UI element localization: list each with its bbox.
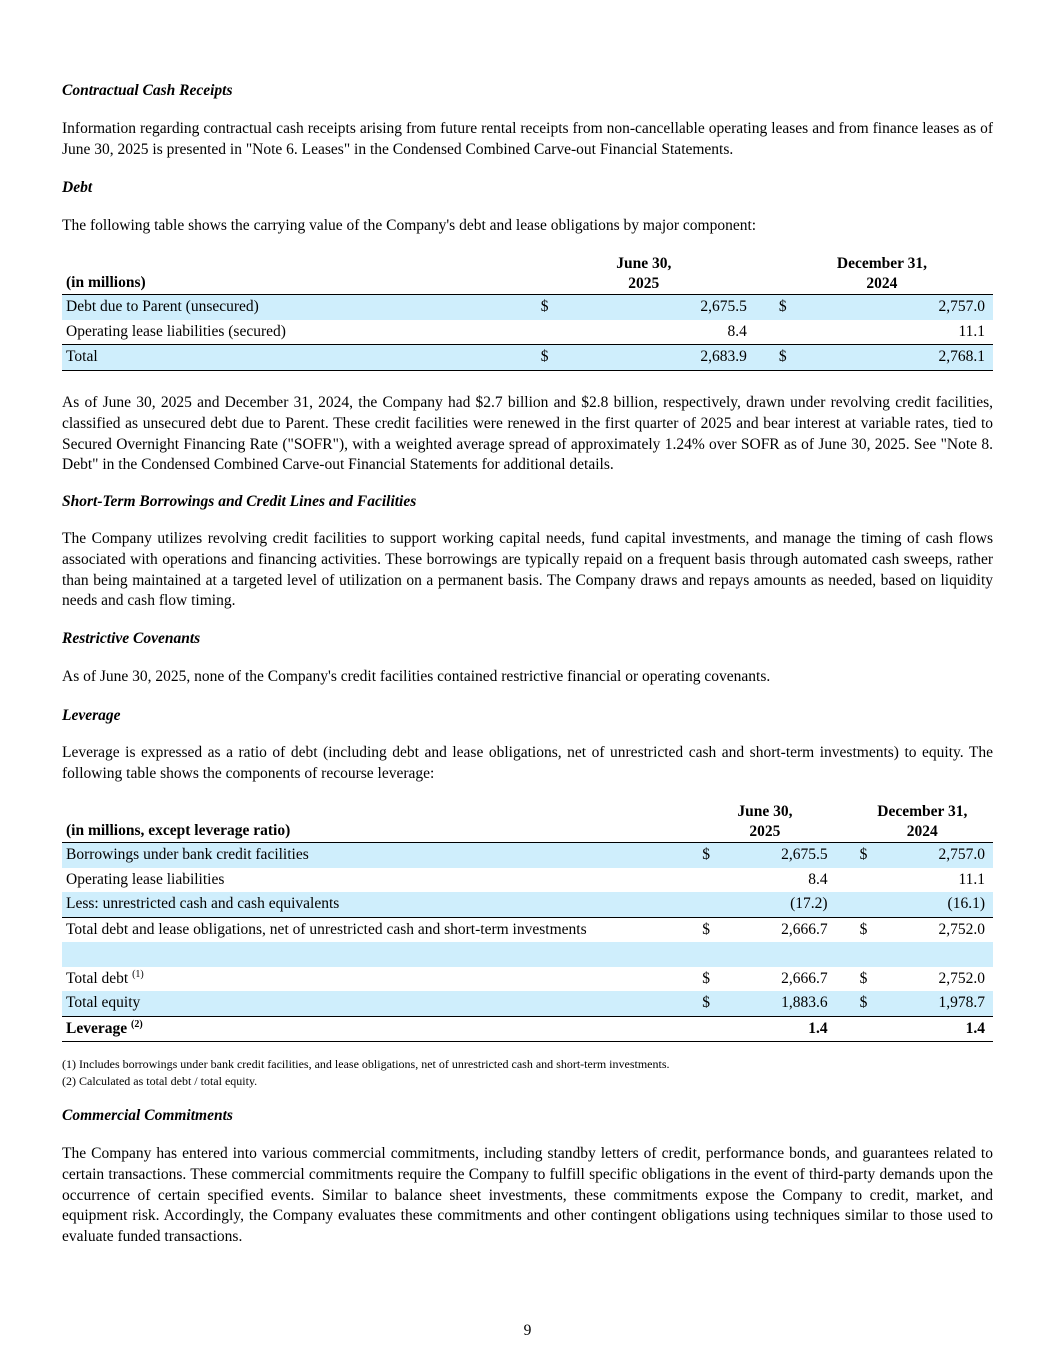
value-dec-2024: (16.1) (878, 892, 985, 917)
value-dec-2024: 2,768.1 (797, 345, 985, 371)
paragraph-short-term-borrowings: The Company utilizes revolving credit facilities to support working capital needs, fund capital investments, and manage the timing of cash flows associated with operations and financing activities. These borrowings are typically repaid on a frequent basis through automated cash sweeps, rather than being maintained at a targeted level of utilization on a permanent basis. The Company draws and repays amounts as needed, based on liquidity needs and cash flow timing. (62, 530, 993, 610)
table-row (62, 295, 993, 320)
currency-symbol (702, 1016, 720, 1042)
footnote-ref: (1) (132, 968, 144, 980)
heading-debt: Debt (62, 179, 93, 196)
value-dec-2024: 1,978.7 (878, 991, 985, 1016)
value-june-2025: 1,883.6 (720, 991, 827, 1016)
leverage-table-unit-label: (in millions, except leverage ratio) (62, 802, 702, 843)
value-june-2025: 2,666.7 (720, 917, 827, 942)
table-row (62, 843, 993, 868)
footnote-ref: (2) (130, 1018, 143, 1030)
col-june-line2: 2025 (749, 823, 781, 840)
table-row (62, 991, 993, 1016)
leverage-table (62, 802, 993, 1042)
col-june-line1: June 30, (737, 803, 793, 820)
value-june-2025: 2,683.9 (559, 345, 747, 371)
paragraph-contractual-cash-receipts: Information regarding contractual cash receipts arising from future rental receipts from non-cancellable operating leases and from finance leases as of June 30, 2025 is presented in "Note 6. Leases" in the Condensed Combined Carve-out Financial Statements. (62, 120, 993, 158)
table-row-subtotal (62, 917, 993, 942)
row-label: Operating lease liabilities (66, 870, 225, 888)
debt-table-col-dec-2024 (779, 254, 985, 295)
currency-symbol: $ (541, 295, 559, 320)
currency-symbol: $ (779, 345, 797, 371)
currency-symbol: $ (702, 843, 720, 868)
value-dec-2024: 2,757.0 (878, 843, 985, 868)
debt-table-header (62, 254, 993, 295)
paragraph-commercial-commitments: The Company has entered into various commercial commitments, including standby letters of credit, performance bonds, and guarantees related to certain transactions. These commercial commitments require the Company to fulfill specific obligations in the event of third-party demands upon the occurrence of certain specified events. Similar to balance sheet investments, these commitments expose the Company to credit, market, and equipment risk. Accordingly, the Company evaluates these commitments and other contingent obligations using techniques similar to those used to evaluate funded transactions. (62, 1145, 993, 1246)
currency-symbol: $ (779, 295, 797, 320)
paragraph-debt-intro: The following table shows the carrying value of the Company's debt and lease obligations by major component: (62, 217, 757, 234)
row-label (62, 1016, 702, 1042)
currency-symbol: $ (541, 345, 559, 371)
heading-leverage: Leverage (62, 707, 121, 724)
currency-symbol: $ (702, 969, 710, 987)
value-dec-2024: 2,752.0 (878, 917, 985, 942)
currency-symbol (860, 1016, 878, 1042)
paragraph-restrictive-covenants: As of June 30, 2025, none of the Company's credit facilities contained restrictive financial or operating covenants. (62, 668, 771, 685)
value-june-2025: 2,675.5 (720, 843, 827, 868)
table-row-total (62, 345, 993, 371)
col-dec-line2: 2024 (906, 823, 938, 840)
heading-restrictive-covenants: Restrictive Covenants (62, 630, 201, 647)
leverage-table-col-june-2025 (702, 802, 827, 843)
value-dec-2024: 2,752.0 (938, 969, 985, 987)
currency-symbol (702, 868, 720, 893)
value-dec-2024: 11.1 (958, 322, 985, 340)
table-row (62, 967, 993, 992)
heading-commercial-commitments: Commercial Commitments (62, 1107, 233, 1124)
value-june-2025: 2,666.7 (781, 969, 828, 987)
row-label: Total (62, 345, 541, 371)
value-june-2025: 8.4 (808, 870, 828, 888)
currency-symbol: $ (859, 969, 868, 987)
row-label-text: Leverage (66, 1019, 128, 1037)
currency-symbol (860, 868, 878, 893)
currency-symbol (702, 892, 720, 917)
paragraph-leverage-intro: Leverage is expressed as a ratio of debt (including debt and lease obligations, net of unrestricted cash and short-term investments) to equity. The following table shows the components of recourse leverage: (62, 744, 993, 782)
heading-short-term-borrowings: Short-Term Borrowings and Credit Lines and Facilities (62, 493, 417, 510)
row-label-text: Total debt (66, 969, 129, 987)
col-dec-line2: 2024 (866, 275, 898, 292)
heading-contractual-cash-receipts: Contractual Cash Receipts (62, 82, 233, 99)
value-dec-2024: 11.1 (958, 870, 985, 888)
debt-table-col-june-2025 (541, 254, 747, 295)
row-label: Less: unrestricted cash and cash equivalents (62, 892, 702, 917)
row-label: Total equity (62, 991, 702, 1016)
debt-table (62, 254, 993, 371)
page-number: 9 (523, 1322, 532, 1339)
paragraph-debt-details: As of June 30, 2025 and December 31, 2024, the Company had $2.7 billion and $2.8 billion, respectively, drawn under revolving credit facilities, classified as unsecured debt due to Parent. These credit facilities were renewed in the first quarter of 2025 and bear interest at variable rates, tied to Secured Overnight Financing Rate ("SOFR"), with a weighted average spread of approximately 1.24% over SOFR as of June 30, 2025. See "Note 8. Debt" in the Condensed Combined Carve-out Financial Statements for additional details. (62, 394, 993, 474)
currency-symbol: $ (702, 917, 720, 942)
leverage-table-header (62, 802, 993, 843)
currency-symbol: $ (860, 991, 878, 1016)
row-label: Total debt and lease obligations, net of unrestricted cash and short-term investments (62, 917, 702, 942)
value-dec-2024: 1.4 (878, 1016, 985, 1042)
table-row (62, 868, 993, 893)
table-row (62, 320, 993, 345)
col-dec-line1: December 31, (877, 803, 968, 820)
debt-table-unit-label: (in millions) (62, 254, 541, 295)
value-june-2025: 2,675.5 (559, 295, 747, 320)
leverage-table-col-dec-2024 (860, 802, 985, 843)
table-row-spacer (62, 942, 993, 967)
row-label: Borrowings under bank credit facilities (62, 843, 702, 868)
col-dec-line1: December 31, (836, 255, 927, 272)
footnote-2: (2) Calculated as total debt / total equity. (62, 1074, 258, 1088)
value-june-2025: 1.4 (720, 1016, 827, 1042)
footnote-1: (1) Includes borrowings under bank credit facilities, and lease obligations, net of unrestricted cash and short-term investments. (62, 1057, 670, 1071)
value-june-2025: (17.2) (720, 892, 827, 917)
currency-symbol: $ (702, 991, 720, 1016)
table-row (62, 892, 993, 917)
row-label: Operating lease liabilities (secured) (66, 322, 286, 340)
row-label: Debt due to Parent (unsecured) (62, 295, 541, 320)
col-june-line2: 2025 (628, 275, 660, 292)
currency-symbol (779, 320, 797, 345)
table-row-leverage (62, 1016, 993, 1042)
value-june-2025: 8.4 (727, 322, 747, 340)
row-label (62, 967, 702, 992)
currency-symbol: $ (860, 843, 878, 868)
currency-symbol (541, 320, 559, 345)
currency-symbol (860, 892, 878, 917)
col-june-line1: June 30, (616, 255, 672, 272)
currency-symbol: $ (860, 917, 878, 942)
value-dec-2024: 2,757.0 (797, 295, 985, 320)
